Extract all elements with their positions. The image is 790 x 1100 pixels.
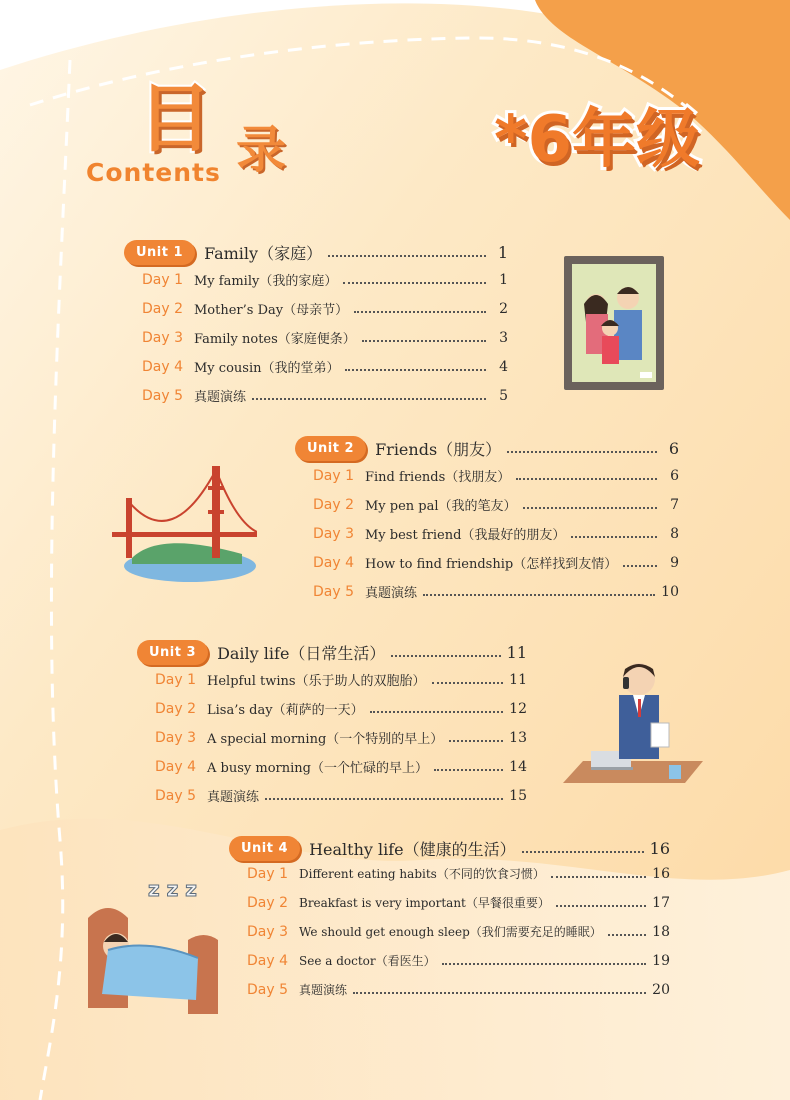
toc-day-row[interactable] xyxy=(247,923,670,940)
page-number: 14 xyxy=(509,758,527,775)
page-number: 4 xyxy=(499,358,508,375)
day-label: Day 2 xyxy=(142,300,184,317)
unit-title: Friends（朋友） xyxy=(375,440,502,459)
toc-day-row[interactable] xyxy=(142,328,508,347)
page-number: 15 xyxy=(509,787,527,804)
toc-day-row[interactable] xyxy=(247,952,670,969)
day-label: Day 3 xyxy=(313,525,355,542)
toc-day-row[interactable] xyxy=(155,757,527,776)
page-number: 1 xyxy=(499,271,508,288)
page-number: 6 xyxy=(670,467,679,484)
toc-day-row[interactable] xyxy=(313,582,679,601)
toc-unit-row[interactable] xyxy=(229,836,670,861)
leader-dots xyxy=(423,594,655,596)
toc-day-row[interactable] xyxy=(155,728,527,747)
toc-day-row[interactable] xyxy=(313,495,679,514)
toc-day-row[interactable] xyxy=(142,299,508,318)
page-number: 2 xyxy=(499,300,508,317)
leader-dots xyxy=(608,934,646,936)
leader-dots xyxy=(328,255,486,257)
day-title: A busy morning（一个忙碌的早上） xyxy=(207,761,428,776)
day-label: Day 3 xyxy=(247,923,289,940)
leader-dots xyxy=(370,711,504,713)
bridge-illustration xyxy=(112,462,257,587)
page-number: 11 xyxy=(506,643,527,662)
day-label: Day 3 xyxy=(155,729,197,746)
day-label: Day 2 xyxy=(313,496,355,513)
day-title: Lisa’s day（莉萨的一天） xyxy=(207,703,364,718)
leader-dots xyxy=(551,876,646,878)
page-number: 12 xyxy=(509,700,527,717)
day-title: Find friends（找朋友） xyxy=(365,470,511,485)
day-label: Day 1 xyxy=(313,467,355,484)
heading-english: Contents xyxy=(86,158,221,187)
day-title: My cousin（我的堂弟） xyxy=(194,361,340,376)
leader-dots xyxy=(434,769,503,771)
leader-dots xyxy=(442,963,647,965)
page-number: 11 xyxy=(509,671,527,688)
leader-dots xyxy=(516,478,657,480)
day-title: We should get enough sleep（我们需要充足的睡眠） xyxy=(299,925,602,939)
grade-title: *6年级 xyxy=(494,103,700,177)
day-label: Day 3 xyxy=(142,329,184,346)
page-number: 18 xyxy=(652,923,670,940)
snore-text: z z z xyxy=(148,877,197,901)
leader-dots xyxy=(571,536,657,538)
day-label: Day 4 xyxy=(247,952,289,969)
leader-dots xyxy=(345,369,486,371)
day-label: Day 1 xyxy=(155,671,197,688)
unit-badge: Unit 3 xyxy=(137,640,208,665)
day-title: My pen pal（我的笔友） xyxy=(365,499,517,514)
day-title: How to find friendship（怎样找到友情） xyxy=(365,557,618,572)
day-title: 真题演练 xyxy=(194,390,247,405)
page-number: 10 xyxy=(661,583,679,600)
leader-dots xyxy=(391,655,500,657)
toc-day-row[interactable] xyxy=(155,699,527,718)
leader-dots xyxy=(252,398,486,400)
leader-dots xyxy=(523,507,657,509)
day-title: 真题演练 xyxy=(299,983,348,997)
toc-day-row[interactable] xyxy=(247,894,670,911)
toc-day-row[interactable] xyxy=(247,981,670,998)
page-number: 8 xyxy=(670,525,679,542)
day-title: A special morning（一个特别的早上） xyxy=(207,732,444,747)
day-label: Day 1 xyxy=(247,865,289,882)
page-number: 1 xyxy=(497,243,508,262)
family-portrait-illustration xyxy=(558,252,670,394)
unit-badge: Unit 2 xyxy=(295,436,366,461)
toc-unit-row[interactable] xyxy=(124,240,508,265)
day-title: Family notes（家庭便条） xyxy=(194,332,356,347)
leader-dots xyxy=(449,740,503,742)
toc-day-row[interactable] xyxy=(142,386,508,405)
day-label: Day 2 xyxy=(155,700,197,717)
leader-dots xyxy=(265,798,503,800)
page-number: 13 xyxy=(509,729,527,746)
page-number: 9 xyxy=(670,554,679,571)
unit-badge: Unit 4 xyxy=(229,836,300,861)
day-title: My family（我的家庭） xyxy=(194,274,338,289)
unit-title: Daily life（日常生活） xyxy=(217,644,386,663)
day-title: Different eating habits（不同的饮食习惯） xyxy=(299,867,545,881)
page-number: 7 xyxy=(670,496,679,513)
day-title: Mother’s Day（母亲节） xyxy=(194,303,349,318)
leader-dots xyxy=(623,565,657,567)
toc-day-row[interactable] xyxy=(313,524,679,543)
toc-day-row[interactable] xyxy=(247,865,670,882)
leader-dots xyxy=(507,451,657,453)
leader-dots xyxy=(556,905,646,907)
toc-day-row[interactable] xyxy=(155,786,527,805)
page-number: 19 xyxy=(652,952,670,969)
day-label: Day 2 xyxy=(247,894,289,911)
day-label: Day 4 xyxy=(313,554,355,571)
day-label: Day 4 xyxy=(142,358,184,375)
day-label: Day 1 xyxy=(142,271,184,288)
unit-badge: Unit 1 xyxy=(124,240,195,265)
day-title: 真题演练 xyxy=(365,586,418,601)
leader-dots xyxy=(354,311,486,313)
toc-day-row[interactable] xyxy=(142,270,508,289)
toc-day-row[interactable] xyxy=(313,466,679,485)
day-label: Day 4 xyxy=(155,758,197,775)
toc-unit-row[interactable] xyxy=(137,640,527,665)
toc-day-row[interactable] xyxy=(142,357,508,376)
day-title: My best friend（我最好的朋友） xyxy=(365,528,566,543)
unit-title: Healthy life（健康的生活） xyxy=(309,840,516,859)
day-title: 真题演练 xyxy=(207,790,260,805)
leader-dots xyxy=(432,682,504,684)
leader-dots xyxy=(343,282,486,284)
sleeping-child-illustration xyxy=(78,868,220,1020)
leader-dots xyxy=(353,992,646,994)
day-label: Day 5 xyxy=(313,583,355,600)
day-title: Helpful twins（乐于助人的双胞胎） xyxy=(207,674,426,689)
page-number: 5 xyxy=(499,387,508,404)
businessman-illustration xyxy=(563,655,703,787)
leader-dots xyxy=(522,851,644,853)
toc-unit-row[interactable] xyxy=(295,436,679,461)
day-label: Day 5 xyxy=(155,787,197,804)
unit-title: Family（家庭） xyxy=(204,244,323,263)
page-number: 16 xyxy=(649,839,670,858)
page-number: 20 xyxy=(652,981,670,998)
heading-chinese-2: 录 xyxy=(236,121,286,179)
day-label: Day 5 xyxy=(247,981,289,998)
page-number: 3 xyxy=(499,329,508,346)
day-title: Breakfast is very important（早餐很重要） xyxy=(299,896,550,910)
toc-day-row[interactable] xyxy=(155,670,527,689)
toc-day-row[interactable] xyxy=(313,553,679,572)
page-number: 17 xyxy=(652,894,670,911)
leader-dots xyxy=(362,340,486,342)
day-title: See a doctor（看医生） xyxy=(299,954,436,968)
page-number: 6 xyxy=(668,439,679,458)
day-label: Day 5 xyxy=(142,387,184,404)
heading-chinese-1: 目 xyxy=(138,76,212,162)
page-number: 16 xyxy=(652,865,670,882)
